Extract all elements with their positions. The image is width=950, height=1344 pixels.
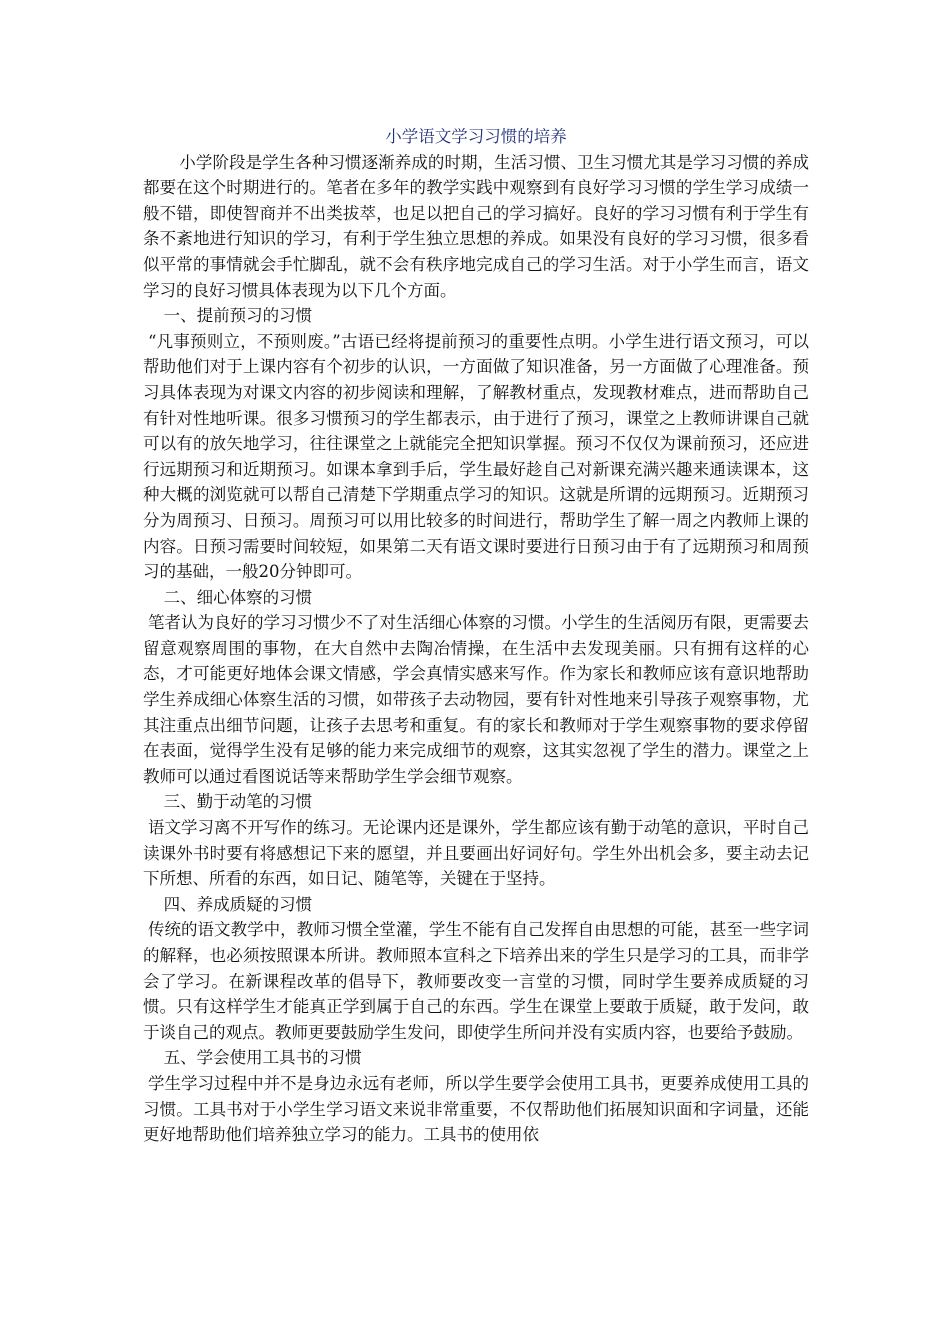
section-body-questioning: 传统的语文教学中，教师习惯全堂灌，学生不能有自己发挥自由思想的可能，甚至一些字词的解释，也必须按照课本所讲。教师照本宣科之下培养出来的学生只是学习的工具，而非学会了学习。在新课程改革的倡导下，教师要改变一言堂的习惯，同时学生要养成质疑的习惯。只有这样学生才能真正学到属于自己的东西。学生在课堂上要敢于质疑，敢于发问，敢于谈自己的观点。教师更要鼓励学生发问，即使学生所问并没有实质内容，也要给予鼓励。 [143, 920, 809, 1042]
section-body-writing: 语文学习离不开写作的练习。无论课内还是课外，学生都应该有勤于动笔的意识，平时自己读课外书时要有将感想记下来的愿望，并且要画出好词好句。学生外出机会多，要主动去记下所想、所看的东西，如日记、随笔等，关键在于坚持。 [143, 818, 809, 889]
section-heading-reference-books: 五、学会使用工具书的习惯 [163, 1048, 362, 1068]
section-heading-preview: 一、提前预习的习惯 [163, 306, 313, 326]
intro-paragraph: 小学阶段是学生各种习惯逐渐养成的时期，生活习惯、卫生习惯尤其是学习习惯的养成都要在这个时期进行的。笔者在多年的教学实践中观察到有良好学习习惯的学生学习成绩一般不错，即使智商并不出类拔萃，也足以把自己的学习搞好。良好的学习习惯有利于学生有条不紊地进行知识的学习，有利于学生独立思想的养成。如果没有良好的学习习惯，很多看似平常的事情就会手忙脚乱，就不会有秩序地完成自己的学习生活。对于小学生而言，语文学习的良好习惯具体表现为以下几个方面。 [143, 152, 809, 300]
document-page [143, 124, 809, 1148]
document-title: 小学语文学习习惯的培养 [385, 127, 567, 146]
section-body-reference-books: 学生学习过程中并不是身边永远有老师，所以学生要学会使用工具书，更要养成使用工具的习惯。工具书对于小学生学习语文来说非常重要，不仅帮助他们拓展知识面和字词量，还能更好地帮助他们培养独立学习的能力。工具书的使用依 [143, 1073, 809, 1145]
section-heading-observation: 二、细心体察的习惯 [163, 587, 313, 607]
section-heading-questioning: 四、养成质疑的习惯 [163, 894, 313, 914]
section-heading-writing: 三、勤于动笔的习惯 [163, 792, 313, 812]
section-body-observation: 笔者认为良好的学习习惯少不了对生活细心体察的习惯。小学生的生活阅历有限，更需要去留意观察周围的事物，在大自然中去陶冶情操，在生活中去发现美丽。只有拥有这样的心态，才可能更好地体会课文情感，学会真情实感来写作。作为家长和教师应该有意识地帮助学生养成细心体察生活的习惯，如带孩子去动物园，要有针对性地来引导孩子观察事物，尤其注重点出细节问题，让孩子去思考和重复。有的家长和教师对于学生观察事物的要求停留在表面，觉得学生没有足够的能力来完成细节的观察，这其实忽视了学生的潜力。课堂之上教师可以通过看图说话等来帮助学生学会细节观察。 [143, 613, 809, 786]
section-body-preview: “凡事预则立，不预则废。”古语已经将提前预习的重要性点明。小学生进行语文预习，可以帮助他们对于上课内容有个初步的认识，一方面做了知识准备，另一方面做了心理准备。预习具体表现为对课文内容的初步阅读和理解，了解教材重点，发现教材难点，进而帮助自己有针对性地听课。很多习惯预习的学生都表示，由于进行了预习，课堂之上教师讲课自己就可以有的放矢地学习，往往课堂之上就能完全把知识掌握。预习不仅仅为课前预习，还应进行远期预习和近期预习。如课本拿到手后，学生最好趁自己对新课充满兴趣来通读课本，这种大概的浏览就可以帮自己清楚下学期重点学习的知识。这就是所谓的远期预习。近期预习分为周预习、日预习。周预习可以用比较多的时间进行，帮助学生了解一周之内教师上课的内容。日预习需要时间较短，如果第二天有语文课时要进行日预习由于有了远期预习和周预习的基础，一般20分钟即可。 [143, 331, 809, 582]
